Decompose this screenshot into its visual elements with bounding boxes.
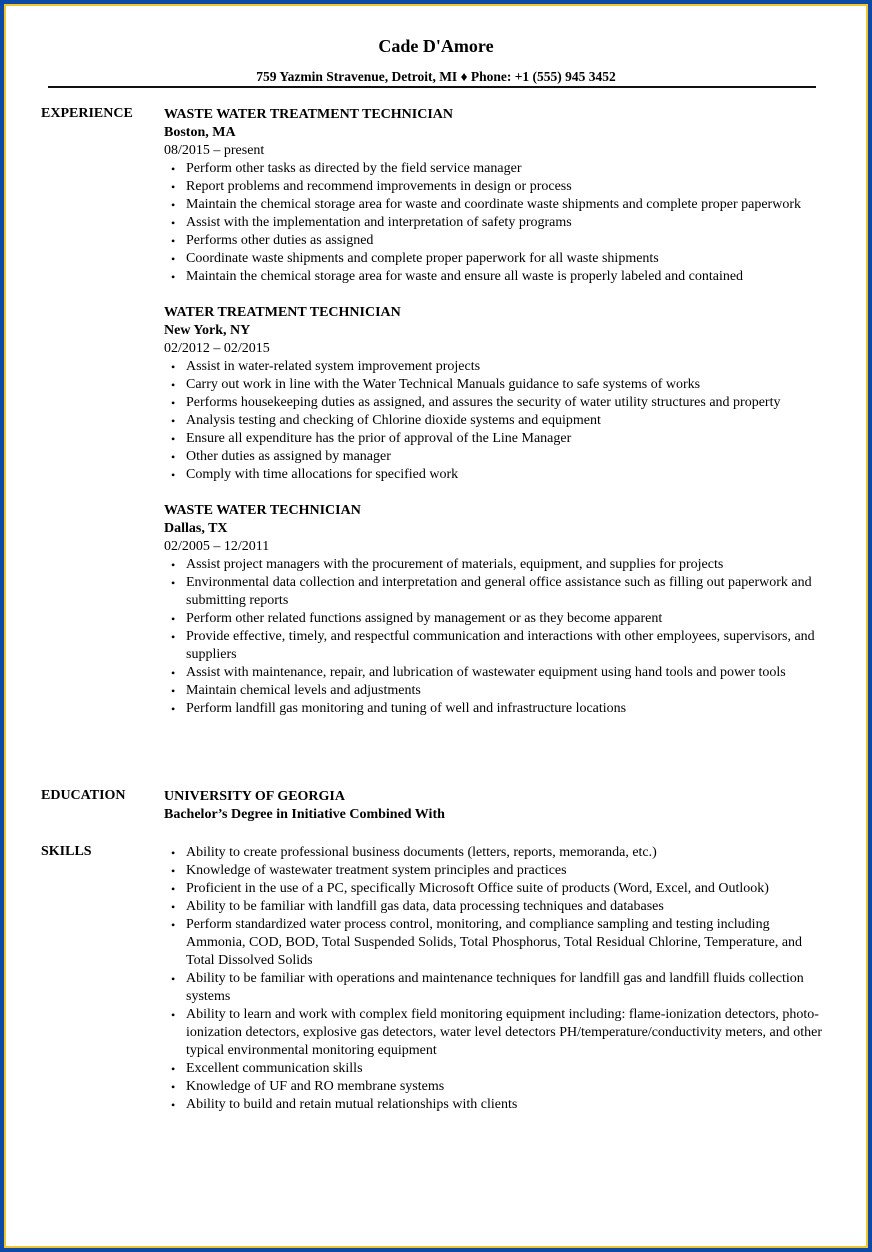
list-item: • Carry out work in line with the Water Technical Manuals guidance to safe systems of works <box>186 376 824 394</box>
list-item: • Report problems and recommend improvements in design or process <box>186 178 824 196</box>
list-item: • Ability to be familiar with landfill gas data, data processing techniques and databases <box>186 898 824 916</box>
list-item: • Performs housekeeping duties as assigned, and assures the security of water utility structures and property <box>186 394 824 412</box>
job-bullets <box>164 556 824 718</box>
list-item: • Perform other related functions assigned by management or as they become apparent <box>186 610 824 628</box>
school-name: UNIVERSITY OF GEORGIA <box>164 789 345 804</box>
list-item: • Excellent communication skills <box>186 1060 824 1078</box>
list-item: • Provide effective, timely, and respectful communication and interactions with other employees, supervisors, and suppliers <box>186 628 824 664</box>
list-item: • Assist in water-related system improvement projects <box>186 358 824 376</box>
candidate-name: Cade D'Amore <box>378 36 494 56</box>
list-item: • Comply with time allocations for specified work <box>186 466 824 484</box>
list-item: • Maintain the chemical storage area for waste and coordinate waste shipments and complete proper paperwork <box>186 196 824 214</box>
education-section <box>164 788 824 824</box>
job-title: WATER TREATMENT TECHNICIAN <box>164 305 401 320</box>
list-item: • Ensure all expenditure has the prior of approval of the Line Manager <box>186 430 824 448</box>
list-item: • Coordinate waste shipments and complete proper paperwork for all waste shipments <box>186 250 824 268</box>
job-entry <box>164 106 824 286</box>
job-entry <box>164 304 824 484</box>
list-item: • Analysis testing and checking of Chlorine dioxide systems and equipment <box>186 412 824 430</box>
list-item: • Perform standardized water process control, monitoring, and compliance sampling and testing including Ammonia, COD, BOD, Total Suspended Solids, Total Phosphorus, Total Residual Chlorine, Temperature, and Total Dissolved Solids <box>186 916 824 970</box>
skills-list <box>164 844 824 1114</box>
list-item: • Assist with the implementation and interpretation of safety programs <box>186 214 824 232</box>
job-bullets <box>164 358 824 484</box>
list-item: • Ability to learn and work with complex field monitoring equipment including: flame-ionization detectors, photo-ionization detectors, explosive gas detectors, water level detectors PH/temperature/conductivity meters, and other typical environmental monitoring equipment <box>186 1006 824 1060</box>
list-item: • Ability to build and retain mutual relationships with clients <box>186 1096 824 1114</box>
job-dates: 02/2012 – 02/2015 <box>164 341 270 356</box>
section-label-education: EDUCATION <box>41 788 126 803</box>
contact-line: 759 Yazmin Stravenue, Detroit, MI ♦ Phone: +1 (555) 945 3452 <box>256 69 616 84</box>
job-location: Dallas, TX <box>164 521 228 536</box>
list-item: • Ability to create professional business documents (letters, reports, memoranda, etc.) <box>186 844 824 862</box>
list-item: • Perform landfill gas monitoring and tuning of well and infrastructure locations <box>186 700 824 718</box>
job-entry <box>164 502 824 718</box>
list-item: • Perform other tasks as directed by the field service manager <box>186 160 824 178</box>
job-dates: 08/2015 – present <box>164 143 265 158</box>
section-label-experience: EXPERIENCE <box>41 106 133 121</box>
skills-section <box>164 844 824 1114</box>
section-label-skills: SKILLS <box>41 844 92 859</box>
job-title: WASTE WATER TECHNICIAN <box>164 503 361 518</box>
header-divider <box>48 86 816 88</box>
list-item: • Environmental data collection and interpretation and general office assistance such as filling out paperwork and submitting reports <box>186 574 824 610</box>
resume-page <box>4 4 868 1248</box>
job-location: New York, NY <box>164 323 251 338</box>
list-item: • Knowledge of UF and RO membrane systems <box>186 1078 824 1096</box>
job-dates: 02/2005 – 12/2011 <box>164 539 270 554</box>
list-item: • Maintain chemical levels and adjustments <box>186 682 824 700</box>
experience-section <box>164 106 824 736</box>
list-item: • Ability to be familiar with operations and maintenance techniques for landfill gas and landfill fluids collection systems <box>186 970 824 1006</box>
list-item: • Knowledge of wastewater treatment system principles and practices <box>186 862 824 880</box>
list-item: • Assist project managers with the procurement of materials, equipment, and supplies for projects <box>186 556 824 574</box>
list-item: • Proficient in the use of a PC, specifically Microsoft Office suite of products (Word, Excel, and Outlook) <box>186 880 824 898</box>
job-location: Boston, MA <box>164 125 236 140</box>
degree: Bachelor’s Degree in Initiative Combined With <box>164 807 445 822</box>
list-item: • Performs other duties as assigned <box>186 232 824 250</box>
list-item: • Maintain the chemical storage area for waste and ensure all waste is properly labeled and contained <box>186 268 824 286</box>
list-item: • Other duties as assigned by manager <box>186 448 824 466</box>
list-item: • Assist with maintenance, repair, and lubrication of wastewater equipment using hand tools and power tools <box>186 664 824 682</box>
job-title: WASTE WATER TREATMENT TECHNICIAN <box>164 107 454 122</box>
job-bullets <box>164 160 824 286</box>
